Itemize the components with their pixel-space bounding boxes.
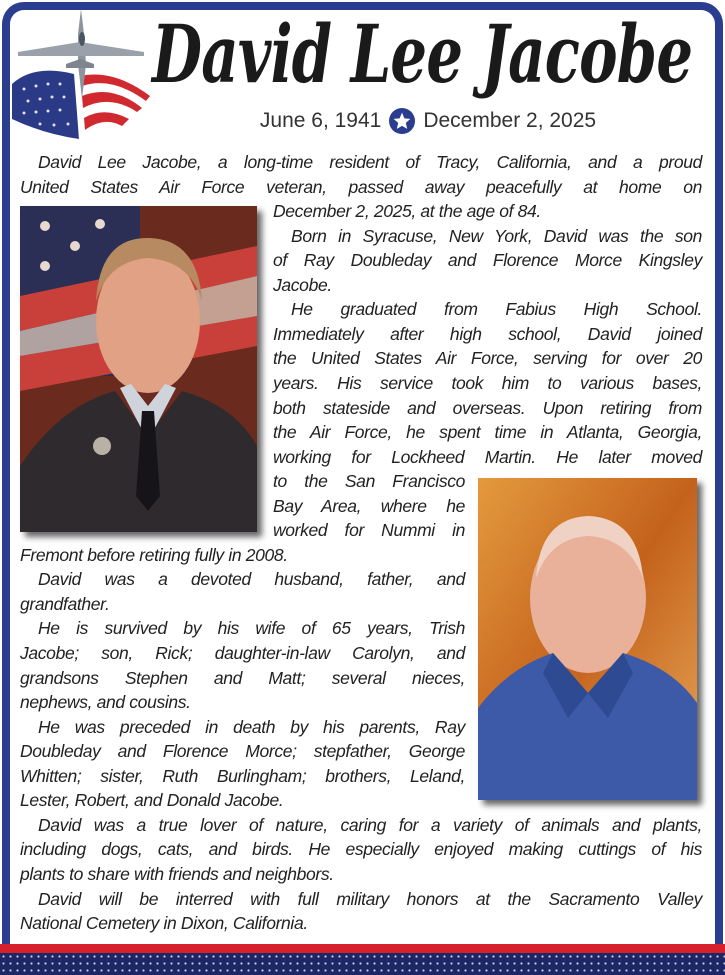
paragraph-3-line: Immediately after high school, David joined — [273, 323, 702, 344]
paragraph-1-line: David Lee Jacobe, a long-time resident of Tracy, California, and a proud — [38, 152, 702, 172]
death-date: December 2, 2025 — [423, 109, 597, 132]
paragraph-6-line: Doubleday and Florence Morce; stepfather, George — [20, 741, 465, 762]
paragraph-3-line: the Air Force, he spent time in Atlanta, Georgia, — [273, 422, 702, 443]
paragraph-7-line: David was a true lover of nature, caring for a variety of animals and plants, — [38, 814, 702, 835]
paragraph-3-line: working for Lockheed Martin. He later moved — [273, 446, 702, 467]
paragraph-6-line: Lester, Robert, and Donald Jacobe. — [20, 790, 284, 811]
paragraph-3-line: worked for Nummi in — [273, 520, 465, 541]
paragraph-5-line: nephews, and cousins. — [20, 692, 191, 713]
paragraph-2-line: of Ray Doubleday and Florence Morce Kingsley — [273, 250, 702, 271]
paragraph-5-line: Jacobe; son, Rick; daughter-in-law Carolyn, and — [20, 643, 465, 663]
red-stripe — [0, 944, 725, 953]
paragraph-6-line: Whitten; sister, Ruth Burlingham; brothers, Leland, — [20, 765, 465, 786]
paragraph-3-line: years. His service took him to various bases, — [273, 372, 702, 393]
paragraph-3-line: He graduated from Fabius High School. — [291, 299, 702, 320]
paragraph-1-line: December 2, 2025, at the age of 84. — [273, 201, 541, 222]
paragraph-6-line: He was preceded in death by his parents, Ray — [38, 716, 465, 737]
paragraph-3-line: both stateside and overseas. Upon retiring from — [273, 397, 702, 418]
elderly-portrait-photo — [478, 478, 697, 800]
paragraph-8-line: National Cemetery in Dixon, California. — [20, 913, 308, 934]
paragraph-7-line: including dogs, cats, and birds. He especially enjoyed making cuttings of his — [20, 839, 702, 860]
paragraph-5-line: grandsons Stephen and Matt; several nieces, — [20, 667, 465, 688]
deceased-name-title: David Lee Jacobe — [152, 7, 693, 101]
paragraph-5-line: He is survived by his wife of 65 years, Trish — [38, 618, 465, 639]
paragraph-1-line: United States Air Force veteran, passed away peacefully at home on — [20, 176, 702, 197]
paragraph-3-line: the United States Air Force, serving for over 20 — [273, 348, 702, 369]
military-portrait-photo — [20, 206, 257, 532]
paragraph-3-line: Fremont before retiring fully in 2008. — [20, 544, 288, 565]
star-icon — [389, 108, 415, 134]
paragraph-8-line: David will be interred with full military honors at the Sacramento Valley — [38, 888, 702, 909]
paragraph-4-line: David was a devoted husband, father, and — [38, 569, 465, 590]
paragraph-4-line: grandfather. — [20, 593, 110, 614]
birth-date: June 6, 1941 — [259, 109, 382, 132]
paragraph-2-line: Born in Syracuse, New York, David was the son — [291, 225, 702, 246]
paragraph-3-line: Bay Area, where he — [273, 495, 465, 516]
paragraph-3-line: to the San Francisco — [273, 471, 465, 492]
paragraph-7-line: plants to share with friends and neighbors. — [20, 863, 334, 884]
star-dot-band — [0, 953, 725, 975]
life-dates — [0, 108, 725, 134]
paragraph-2-line: Jacobe. — [273, 274, 332, 295]
